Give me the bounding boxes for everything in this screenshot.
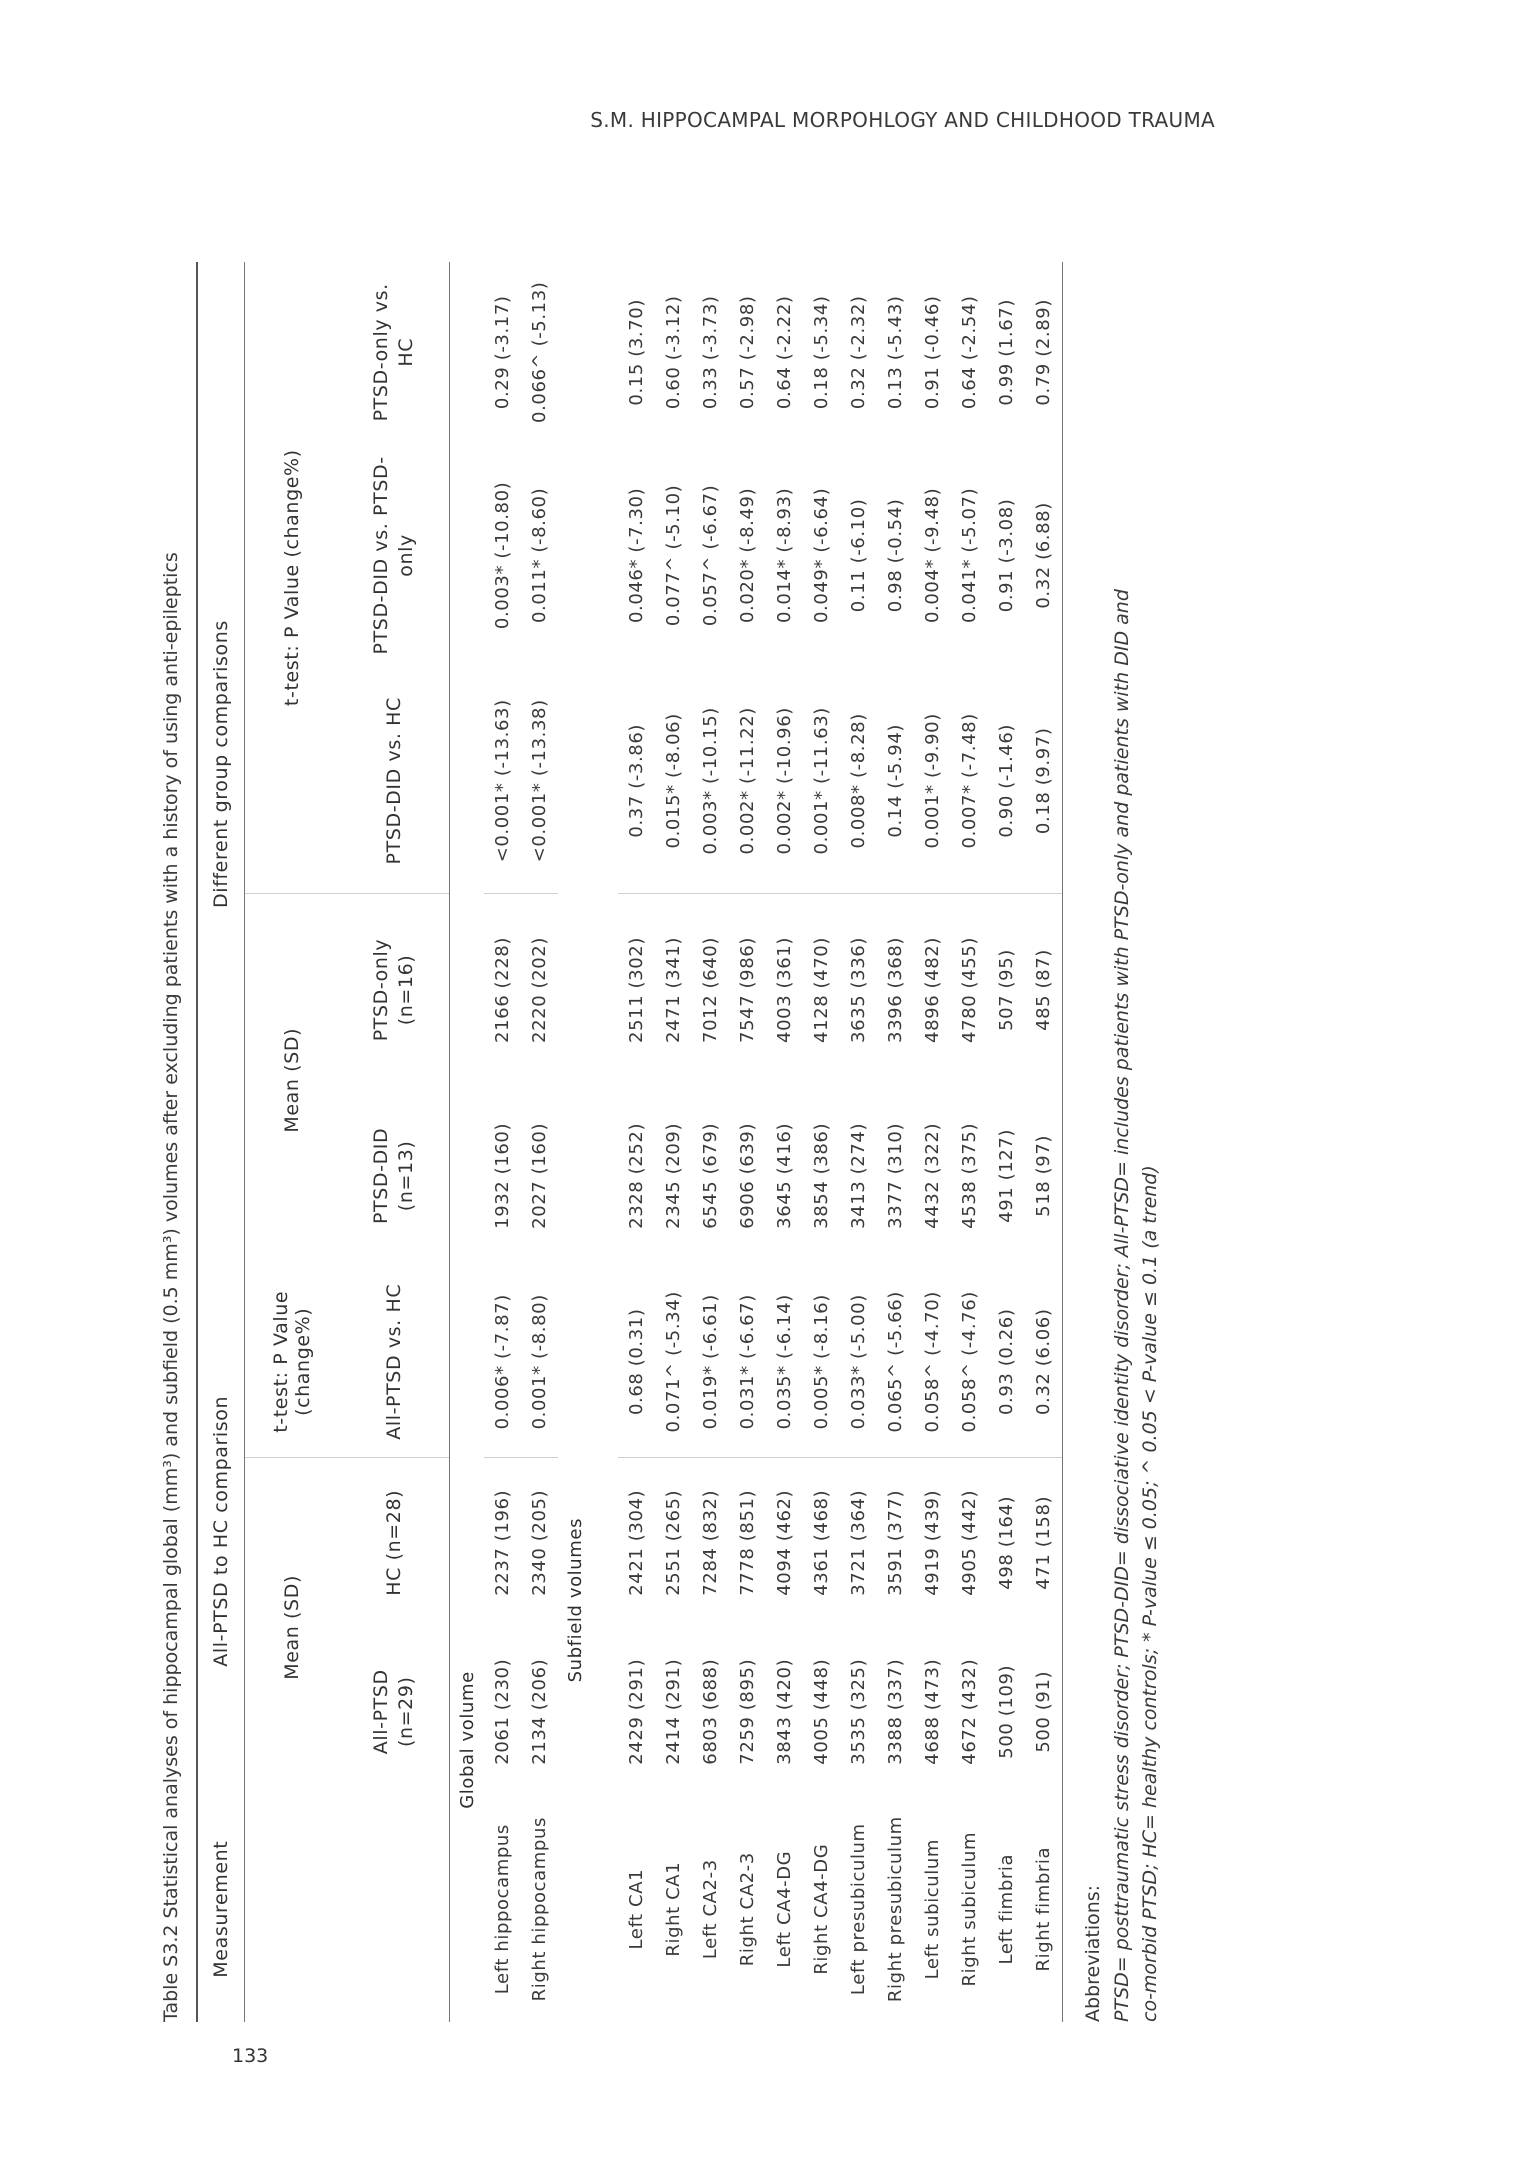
- table-row: Right CA4-DG 4005 (448) 4361 (468) 0.005* (-8.16) 3854 (386) 4128 (470) 0.001* (-11.63) 0.049* (-6.64) 0.18 (-5.34): [803, 262, 840, 2022]
- table-row: Left fimbria 500 (109) 498 (164) 0.93 (0.26) 491 (127) 507 (95) 0.90 (-1.46) 0.91 (-3.08) 0.99 (1.67): [988, 262, 1025, 2022]
- table-notes: [1079, 262, 1165, 2022]
- table-row: Right CA2-3 7259 (895) 7778 (851) 0.031* (-6.67) 6906 (639) 7547 (986) 0.002* (-11.22) 0.020* (-8.49) 0.57 (-2.98): [729, 262, 766, 2022]
- table-row: Left hippocampus 2061 (230) 2237 (196) 0.006* (-7.87) 1932 (160) 2166 (228) <0.001* (-13.63) 0.003* (-10.80) 0.29 (-3.17): [484, 262, 521, 2022]
- col-ptsd-only: PTSD-only (n=16): [339, 894, 450, 1086]
- table-row: Right CA1 2414 (291) 2551 (265) 0.071^ (-5.34) 2345 (209) 2471 (341) 0.015* (-8.06) 0.077^ (-5.10) 0.60 (-3.12): [655, 262, 692, 2022]
- table-row: Left CA4-DG 3843 (420) 4094 (462) 0.035* (-6.14) 3645 (416) 4003 (361) 0.002* (-10.96) 0.014* (-8.93) 0.64 (-2.22): [766, 262, 803, 2022]
- col-allptsd-vs-hc: All-PTSD vs. HC: [339, 1266, 450, 1458]
- table-row: Left CA1 2429 (291) 2421 (304) 0.68 (0.31) 2328 (252) 2511 (302) 0.37 (-3.86) 0.046* (-7.30) 0.15 (3.70): [618, 262, 655, 2022]
- running-header: S.M. HIPPOCAMPAL MORPOHLOGY AND CHILDHOOD TRAUMA: [590, 108, 1215, 132]
- header-ttest-2: t-test: P Value (change%): [245, 262, 340, 894]
- col-ptsd-did: PTSD-DID (n=13): [339, 1086, 450, 1267]
- section-global: Global volume: [456, 1671, 478, 1809]
- table-row: Right subiculum 4672 (432) 4905 (442) 0.058^ (-4.76) 4538 (375) 4780 (455) 0.007* (-7.48) 0.041* (-5.07) 0.64 (-2.54): [951, 262, 988, 2022]
- header-ttest-1: t-test: P Value (change%): [245, 1266, 340, 1458]
- header-mean-sd-2: Mean (SD): [281, 1027, 303, 1133]
- header-group1: All-PTSD to HC comparison: [197, 1266, 245, 1796]
- notes-heading: Abbreviations:: [1082, 1884, 1104, 2022]
- header-mean-sd-1: Mean (SD): [281, 1575, 303, 1680]
- table-row: Right hippocampus 2134 (206) 2340 (205) 0.001* (-8.80) 2027 (160) 2220 (202) <0.001* (-13.38) 0.011* (-8.60) 0.066^ (-5.13): [521, 262, 558, 2022]
- rotated-table-block: [160, 220, 1161, 2040]
- header-group2: Different group comparisons: [197, 262, 245, 1266]
- notes-line-1: PTSD= posttraumatic stress disorder; PTSD-DID= dissociative identity disorder; All-PTSD= includes patients with PTSD-only and patients with DID and: [1110, 589, 1133, 2022]
- table-row: Left presubiculum 3535 (325) 3721 (364) 0.033* (-5.00) 3413 (274) 3635 (336) 0.008* (-8.28) 0.11 (-6.10) 0.32 (-2.32): [840, 262, 877, 2022]
- col-did-vs-only: PTSD-DID vs. PTSD-only: [339, 443, 450, 669]
- col-did-vs-hc: PTSD-DID vs. HC: [339, 668, 450, 894]
- section-subfield: Subfield volumes: [564, 1517, 586, 1683]
- header-measurement: Measurement: [197, 1796, 245, 2022]
- col-hc: HC (n=28): [339, 1458, 450, 1627]
- col-only-vs-hc: PTSD-only vs. HC: [339, 262, 450, 443]
- statistics-table: [196, 262, 1063, 2022]
- col-all-ptsd: All-PTSD (n=29): [339, 1627, 450, 1796]
- table-caption: Table S3.2 Statistical analyses of hippocampal global (mm³) and subfield (0.5 mm³) volumes after excluding patients with a history of using anti-epileptics: [160, 552, 182, 2022]
- notes-line-2: co-morbid PTSD; HC= healthy controls; * P-value ≤ 0.05; ^ 0.05 < P-value ≤ 0.1 (a trend): [1139, 1165, 1161, 2022]
- table-row: Right presubiculum 3388 (337) 3591 (377) 0.065^ (-5.66) 3377 (310) 3396 (368) 0.14 (-5.94) 0.98 (-0.54) 0.13 (-5.43): [877, 262, 914, 2022]
- page-number: 133: [232, 2045, 269, 2067]
- table-row: Right fimbria 500 (91) 471 (158) 0.32 (6.06) 518 (97) 485 (87) 0.18 (9.97) 0.32 (6.88) 0.79 (2.89): [1025, 262, 1063, 2022]
- table-row: Left subiculum 4688 (473) 4919 (439) 0.058^ (-4.70) 4432 (322) 4896 (482) 0.001* (-9.90) 0.004* (-9.48) 0.91 (-0.46): [914, 262, 951, 2022]
- table-row: Left CA2-3 6803 (688) 7284 (832) 0.019* (-6.61) 6545 (679) 7012 (640) 0.003* (-10.15) 0.057^ (-6.67) 0.33 (-3.73): [692, 262, 729, 2022]
